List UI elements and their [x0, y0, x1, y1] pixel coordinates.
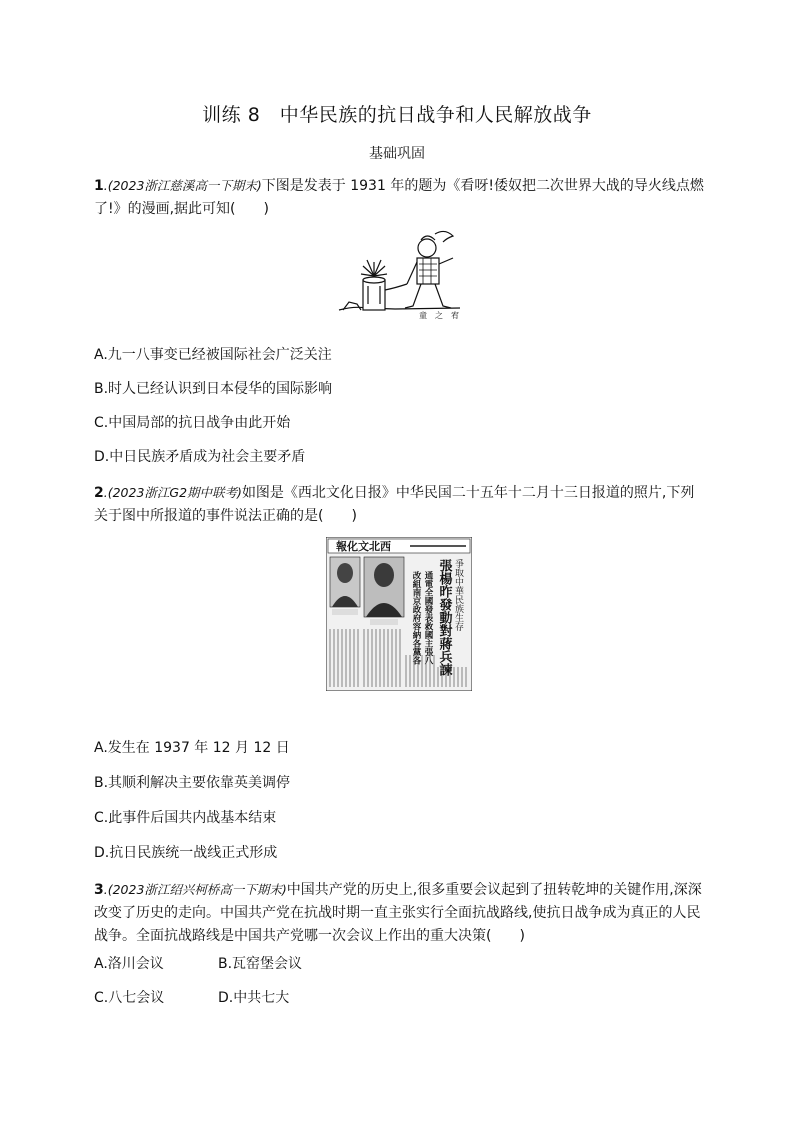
headline-line-4: 改組南京政府容納各黨各 — [411, 571, 421, 665]
question-source: .(2023浙江G2期中联考) — [103, 485, 242, 500]
question-number: 1 — [94, 178, 104, 194]
question-1 — [94, 174, 704, 221]
option-d: D.中共七大 — [218, 990, 290, 1006]
option-b: B.其顺利解决主要依靠英美调停 — [94, 775, 291, 791]
option-b: B.瓦窑堡会议 — [218, 956, 303, 972]
question-3 — [94, 878, 704, 948]
question-stem: 中国共产党的历史上,很多重要会议起到了扭转乾坤的关键作用,深深改变了历史的走向。中国共产党在抗战时期一直主张实行全面抗战路线,使抗日战争成为真正的人民战争。全面抗战路线是中国共产党哪一次会议上作出的重大决策( ) — [94, 882, 702, 944]
options-row-1 — [94, 954, 302, 974]
option-d: D.中日民族矛盾成为社会主要矛盾 — [94, 449, 306, 465]
cartoon-caption: 童 之 宥 — [419, 311, 459, 320]
options-row-2 — [94, 988, 289, 1008]
question-source: .(2023浙江绍兴柯桥高一下期末) — [103, 882, 287, 897]
cartoon-figure — [335, 228, 465, 320]
option-b: B.时人已经认识到日本侵华的国际影响 — [94, 381, 333, 397]
question-stem: 如图是《西北文化日报》中华民国二十五年十二月十三日报道的照片,下列关于图中所报道的事件说法正确的是( ) — [94, 485, 695, 524]
headline-line-3: 通電全國發表救國主張八 — [423, 571, 433, 665]
newspaper-photo — [326, 537, 472, 691]
newspaper-masthead: 報化文北西 — [336, 540, 391, 553]
option-c: C.此事件后国共内战基本结束 — [94, 810, 277, 826]
question-source: .(2023浙江慈溪高一下期末) — [103, 178, 262, 193]
question-stem: 下图是发表于 1931 年的题为《看呀!倭奴把二次世界大战的导火线点燃了!》的漫画,据此可知( ) — [94, 178, 704, 217]
section-subtitle: 基础巩固 — [369, 146, 425, 162]
question-number: 3 — [94, 882, 104, 898]
page-title: 训练 8 中华民族的抗日战争和人民解放战争 — [202, 104, 592, 126]
option-c: C.八七会议 — [94, 990, 165, 1006]
option-a: A.洛川会议 — [94, 956, 164, 972]
headline-line-2: 張楊昨發動對蔣兵諫 — [436, 559, 452, 676]
option-a: A.发生在 1937 年 12 月 12 日 — [94, 740, 290, 756]
question-number: 2 — [94, 485, 104, 501]
option-a: A.九一八事变已经被国际社会广泛关注 — [94, 347, 332, 363]
question-2 — [94, 481, 704, 528]
headline-line-1: 爭取中華民族生存 — [453, 559, 463, 631]
option-d: D.抗日民族统一战线正式形成 — [94, 845, 278, 861]
option-c: C.中国局部的抗日战争由此开始 — [94, 415, 291, 431]
